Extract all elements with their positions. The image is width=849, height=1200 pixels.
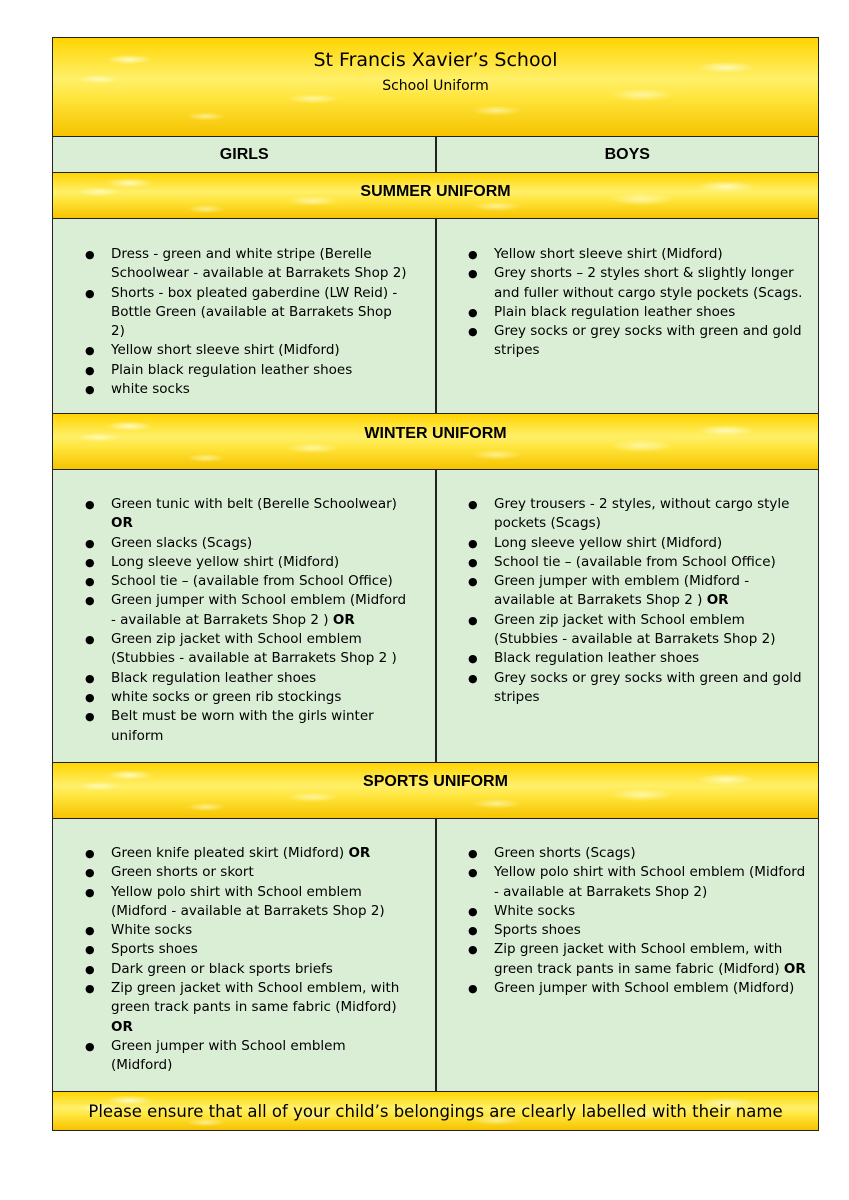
item-text: Zip green jacket with School emblem, with green track pants in same fabric (Midford)	[494, 941, 784, 977]
item-text: white socks or green rib stockings	[111, 688, 342, 705]
list-item	[85, 380, 407, 399]
item-text: Yellow polo shirt with School emblem (Midford - available at Barrakets Shop 2)	[111, 883, 385, 919]
list-item	[468, 844, 808, 863]
list-item	[468, 303, 808, 322]
footer-band	[53, 1092, 818, 1130]
column-divider	[435, 819, 437, 1091]
item-text: Plain black regulation leather shoes	[494, 303, 736, 320]
item-text: Green shorts (Scags)	[494, 845, 636, 861]
sports-content	[53, 818, 818, 1092]
list-item	[468, 534, 808, 553]
item-text: Long sleeve yellow shirt (Midford)	[111, 553, 340, 570]
sports-boys-list	[468, 844, 808, 998]
list-item	[85, 707, 407, 746]
list-item	[468, 322, 808, 361]
winter-section-title: WINTER UNIFORM	[364, 425, 507, 442]
list-item	[85, 863, 407, 882]
item-text: Sports shoes	[494, 922, 581, 939]
item-text: Grey socks or grey socks with green and gold stripes	[494, 323, 802, 359]
list-item	[468, 495, 808, 534]
boys-column-header: BOYS	[604, 146, 650, 163]
winter-girls-list	[85, 495, 407, 746]
item-text: Grey shorts – 2 styles short & slightly longer and fuller without cargo style pockets (Scags.	[494, 265, 803, 301]
list-item	[468, 553, 808, 572]
labelling-reminder: Please ensure that all of your child’s belongings are clearly labelled with their name	[88, 1102, 783, 1121]
summer-section-band	[53, 173, 818, 218]
item-text: Green jumper with School emblem (Midford)	[111, 1037, 346, 1074]
or-alternative-marker: OR	[706, 592, 729, 609]
list-item	[468, 921, 808, 940]
item-text: Green zip jacket with School emblem (Stubbies - available at Barrakets Shop 2 )	[111, 631, 397, 667]
list-item	[468, 863, 808, 902]
list-item	[85, 495, 407, 534]
item-text: Green jumper with School emblem (Midford)	[494, 980, 795, 997]
or-alternative-marker: OR	[111, 515, 133, 532]
item-text: White socks	[494, 902, 576, 919]
header-band	[53, 38, 818, 137]
or-alternative-marker: OR	[332, 611, 355, 628]
item-text: Dark green or black sports briefs	[111, 960, 333, 977]
sports-section-title: SPORTS UNIFORM	[363, 773, 508, 790]
list-item	[85, 245, 407, 284]
item-text: Yellow short sleeve shirt (Midford)	[494, 246, 723, 262]
column-divider	[435, 470, 437, 762]
item-text: Green shorts or skort	[111, 864, 254, 881]
item-text: Zip green jacket with School emblem, with green track pants in same fabric (Midford)	[111, 980, 400, 1016]
list-item	[468, 979, 808, 998]
list-item	[85, 630, 407, 669]
summer-section-title: SUMMER UNIFORM	[360, 183, 511, 200]
or-alternative-marker: OR	[111, 1018, 133, 1035]
uniform-sheet	[52, 37, 819, 1131]
list-item	[468, 264, 808, 303]
item-text: Green jumper with emblem (Midford -available at Barrakets Shop 2 )	[494, 573, 750, 609]
list-item	[468, 669, 808, 708]
list-item	[85, 844, 407, 863]
list-item	[468, 902, 808, 921]
list-item	[85, 883, 407, 922]
item-text: Grey socks or grey socks with green and gold stripes	[494, 669, 802, 705]
item-text: Belt must be worn with the girls winter uniform	[111, 708, 374, 744]
list-item	[85, 979, 407, 1037]
list-item	[468, 572, 808, 611]
item-text: Sports shoes	[111, 941, 198, 958]
school-name: St Francis Xavier’s School	[313, 49, 558, 71]
item-text: Green tunic with belt (Berelle Schoolwear)	[111, 496, 397, 512]
sports-section-band	[53, 763, 818, 818]
item-text: White socks	[111, 922, 193, 939]
item-text: Yellow polo shirt with School emblem (Midford - available at Barrakets Shop 2)	[494, 864, 806, 900]
winter-content	[53, 469, 818, 763]
list-item	[85, 553, 407, 572]
list-item	[468, 245, 808, 264]
list-item	[85, 921, 407, 940]
list-item	[468, 940, 808, 979]
winter-boys-list	[468, 495, 808, 707]
or-alternative-marker: OR	[783, 960, 806, 977]
list-item	[85, 591, 407, 630]
item-text: Plain black regulation leather shoes	[111, 361, 353, 378]
list-item	[85, 572, 407, 591]
item-text: Green slacks (Scags)	[111, 534, 253, 551]
list-item	[468, 611, 808, 650]
summer-boys-list	[468, 245, 808, 361]
item-text: Green jumper with School emblem (Midford - available at Barrakets Shop 2 )	[111, 592, 407, 628]
list-item	[85, 361, 407, 380]
girls-column-header: GIRLS	[219, 146, 269, 163]
list-item	[85, 341, 407, 360]
item-text: Dress - green and white stripe (Berelle Schoolwear - available at Barrakets Shop 2)	[111, 246, 407, 282]
list-item	[468, 649, 808, 668]
item-text: Black regulation leather shoes	[494, 650, 700, 667]
document-subtitle: School Uniform	[382, 78, 489, 94]
list-item	[85, 940, 407, 959]
item-text: Shorts - box pleated gaberdine (LW Reid) - Bottle Green (available at Barrakets Shop 2)	[111, 284, 398, 340]
list-item	[85, 534, 407, 553]
item-text: Green knife pleated skirt (Midford)	[111, 845, 349, 861]
item-text: Black regulation leather shoes	[111, 669, 317, 686]
list-item	[85, 960, 407, 979]
item-text: Long sleeve yellow shirt (Midford)	[494, 534, 723, 551]
summer-content	[53, 218, 818, 414]
or-alternative-marker: OR	[348, 845, 371, 861]
item-text: Yellow short sleeve shirt (Midford)	[111, 342, 340, 359]
item-text: white socks	[111, 381, 190, 398]
winter-section-band	[53, 414, 818, 469]
list-item	[85, 688, 407, 707]
summer-girls-list	[85, 245, 407, 399]
column-headers	[53, 137, 818, 173]
item-text: School tie – (available from School Office)	[494, 553, 776, 570]
list-item	[85, 1037, 407, 1076]
list-item	[85, 284, 407, 342]
item-text: Grey trousers - 2 styles, without cargo style pockets (Scags)	[494, 496, 790, 532]
item-text: Green zip jacket with School emblem (Stubbies - available at Barrakets Shop 2)	[494, 611, 776, 648]
item-text: School tie – (available from School Office)	[111, 573, 393, 590]
sports-girls-list	[85, 844, 407, 1076]
list-item	[85, 669, 407, 688]
column-divider	[435, 219, 437, 413]
